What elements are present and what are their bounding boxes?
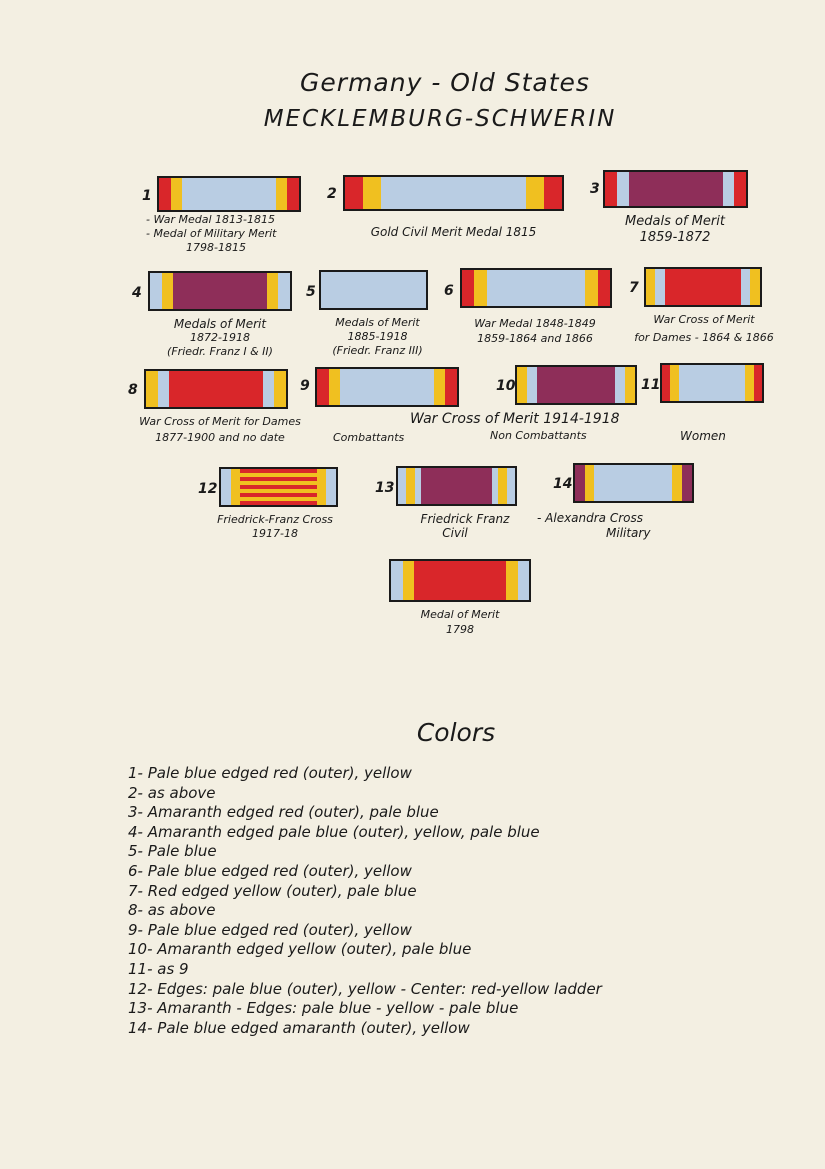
ribbon-stripe [734,172,746,206]
page-title: Germany - Old States [300,68,590,97]
caption-5-line-1: Medals of Merit [335,316,420,329]
caption-6-line-1: War Medal 1848-1849 [474,317,596,330]
ribbon-stripe [527,367,537,403]
colors-item-7: 7- Red edged yellow (outer), pale blue [128,881,417,900]
ribbon-stripe [221,469,231,505]
colors-item-11: 11- as 9 [128,959,189,978]
caption-7-line-2: for Dames - 1864 & 1866 [634,331,774,344]
ribbon-stripe [321,272,426,308]
ribbon-stripe [391,561,403,600]
ribbon-stripe [421,468,493,504]
ribbon-stripe [662,365,670,401]
caption-medal-of-merit-line-2: 1798 [446,623,474,636]
ribbon-stripe [665,269,741,305]
caption-1-line-2: - Medal of Military Merit [146,227,277,240]
ribbon-stripe [585,465,595,501]
colors-item-10: 10- Amaranth edged yellow (outer), pale blue [128,940,472,959]
colors-item-1: 1- Pale blue edged red (outer), yellow [128,764,412,782]
ribbon-stripe [487,270,586,306]
ribbon-number-14: 14 [553,476,573,492]
ribbon-1 [157,176,301,212]
ribbon-stripe [474,270,486,306]
ribbon-stripe [507,468,515,504]
caption-6-line-2: 1859-1864 and 1866 [477,332,593,345]
colors-item-5: 5- Pale blue [128,842,217,861]
ribbon-stripe [263,371,275,407]
ribbon-11 [660,363,764,403]
ribbon-6 [460,268,612,308]
ribbon-stripe [575,465,585,501]
ribbon-number-6: 6 [444,283,454,299]
ribbon-stripe [679,365,746,401]
colors-item-12: 12- Edges: pale blue (outer), yellow - Center: red-yellow ladder [128,979,602,998]
caption-2: Gold Civil Merit Medal 1815 [370,225,537,239]
ribbon-stripe [526,177,544,209]
colors-item-3: 3- Amaranth edged red (outer), pale blue [128,803,439,822]
ribbon-stripe [518,561,530,600]
ribbon-number-10: 10 [496,378,516,394]
ribbon-stripe [629,172,723,206]
ribbon-stripe [646,269,655,305]
ribbon-stripe [754,365,762,401]
ribbon-8 [144,369,288,409]
ribbon-stripe [267,273,279,309]
caption-13-line-1: Friedrick Franz [420,512,510,526]
caption-war-cross-of-merit: War Cross of Merit 1914-1918 [410,411,620,427]
ribbon-stripe [498,468,506,504]
caption-7-line-1: War Cross of Merit [653,313,755,326]
ribbon-stripe [506,561,518,600]
caption-14-line-1: - Alexandra Cross [537,511,644,525]
colors-item-13: 13- Amaranth - Edges: pale blue - yellow - pale blue [128,999,519,1018]
colors-item-8: 8- as above [128,901,216,920]
ribbon-number-11: 11 [641,377,661,393]
caption-medal-of-merit-line-1: Medal of Merit [420,608,500,621]
colors-heading: Colors [416,718,496,747]
colors-item-9: 9- Pale blue edged red (outer), yellow [128,920,412,939]
ribbon-stripe [171,178,183,210]
ribbon-stripe [146,371,158,407]
ribbon-3 [603,170,748,208]
caption-4-line-1: Medals of Merit [173,317,267,331]
ribbon-stripe [741,269,750,305]
colors-item-4: 4- Amaranth edged pale blue (outer), yellow, pale blue [128,822,540,841]
caption-5-line-2: 1885-1918 [347,330,408,343]
ribbon-stripe [398,468,406,504]
ribbon-7 [644,267,762,307]
ribbon-stripe [517,367,527,403]
ribbon-stripe [231,469,241,505]
ribbon-stripe [723,172,735,206]
ribbon-stripe [414,561,506,600]
ribbon-stripe [159,178,171,210]
ribbon-10 [515,365,637,405]
ribbon-stripe [182,178,275,210]
ribbon-number-1: 1 [142,188,152,204]
ribbon-stripe [617,172,629,206]
ribbon-stripe [537,367,616,403]
ribbon-number-13: 13 [375,480,395,496]
ribbon-stripe [287,178,299,210]
caption-13-line-2: Civil [442,526,468,540]
ribbon-stripe [434,369,446,405]
ribbon-stripe [682,465,692,501]
caption-14-line-2: Military [606,526,651,540]
ribbon-number-5: 5 [306,284,316,300]
caption-5-line-3: (Friedr. Franz III) [332,344,423,357]
page-subtitle: MECKLEMBURG-SCHWERIN [263,106,617,132]
ribbon-stripe [317,369,329,405]
caption-combattants: Combattants [333,431,405,444]
ribbon-stripe [598,270,610,306]
ribbon-4 [148,271,292,311]
ribbon-stripe [403,561,415,600]
ribbon-number-12: 12 [198,481,218,497]
caption-1-line-1: - War Medal 1813-1815 [146,213,275,226]
caption-8-line-1: War Cross of Merit for Dames [139,415,301,428]
ribbon-12 [219,467,338,507]
ribbon-2 [343,175,564,211]
ribbon-stripe [585,270,597,306]
ribbon-stripe [750,269,759,305]
ribbon-stripe [625,367,635,403]
ribbon-stripe [594,465,672,501]
caption-4-line-2: 1872-1918 [190,331,250,344]
ribbon-stripe [240,469,317,505]
colors-item-14: 14- Pale blue edged amaranth (outer), yellow [128,1018,470,1037]
ribbon-stripe [158,371,170,407]
ribbon-stripe [162,273,174,309]
caption-3-line-2: 1859-1872 [639,230,711,245]
ribbon-stripe [406,468,414,504]
ribbon-stripe [274,371,286,407]
ribbon-stripe [381,177,526,209]
caption-women: Women [680,429,726,443]
ribbon-stripe [326,469,336,505]
caption-4-line-3: (Friedr. Franz I & II) [167,345,273,358]
colors-item-2: 2- as above [128,783,216,802]
ribbon-stripe [317,469,327,505]
caption-8-line-2: 1877-1900 and no date [155,431,285,444]
ribbon-number-3: 3 [590,181,600,197]
ribbon-stripe [150,273,162,309]
caption-1-line-3: 1798-1815 [186,241,246,254]
ribbon-stripe [445,369,457,405]
ribbon-stripe [276,178,288,210]
ribbon-number-2: 2 [327,186,337,202]
ribbon-number-4: 4 [132,285,142,301]
ribbon-stripe [745,365,753,401]
ribbon-stripe [544,177,562,209]
caption-non-combattants: Non Combattants [490,429,587,442]
ribbon-stripe [329,369,341,405]
ribbon-9 [315,367,459,407]
ribbon-13 [396,466,517,506]
caption-12-line-1: Friedrick-Franz Cross [217,513,333,526]
caption-3-line-1: Medals of Merit [625,214,725,229]
ribbon-stripe [655,269,664,305]
ribbon-number-9: 9 [300,378,310,394]
ribbon-stripe [462,270,474,306]
caption-12-line-2: 1917-18 [252,527,298,540]
ribbon-stripe [173,273,266,309]
ribbon-14 [573,463,694,503]
ribbon-stripe [615,367,625,403]
ribbon-5 [319,270,428,310]
ribbon-stripe [345,177,363,209]
ribbon-medal-of-merit [389,559,531,602]
ribbon-stripe [672,465,682,501]
ribbon-number-7: 7 [629,280,639,296]
ribbon-stripe [278,273,290,309]
colors-item-6: 6- Pale blue edged red (outer), yellow [128,861,412,880]
ribbon-stripe [340,369,433,405]
ribbon-number-8: 8 [128,382,138,398]
colors-list [128,764,602,1038]
ribbon-stripe [363,177,381,209]
ribbon-stripe [605,172,617,206]
ribbon-stripe [670,365,678,401]
ribbon-stripe [169,371,262,407]
